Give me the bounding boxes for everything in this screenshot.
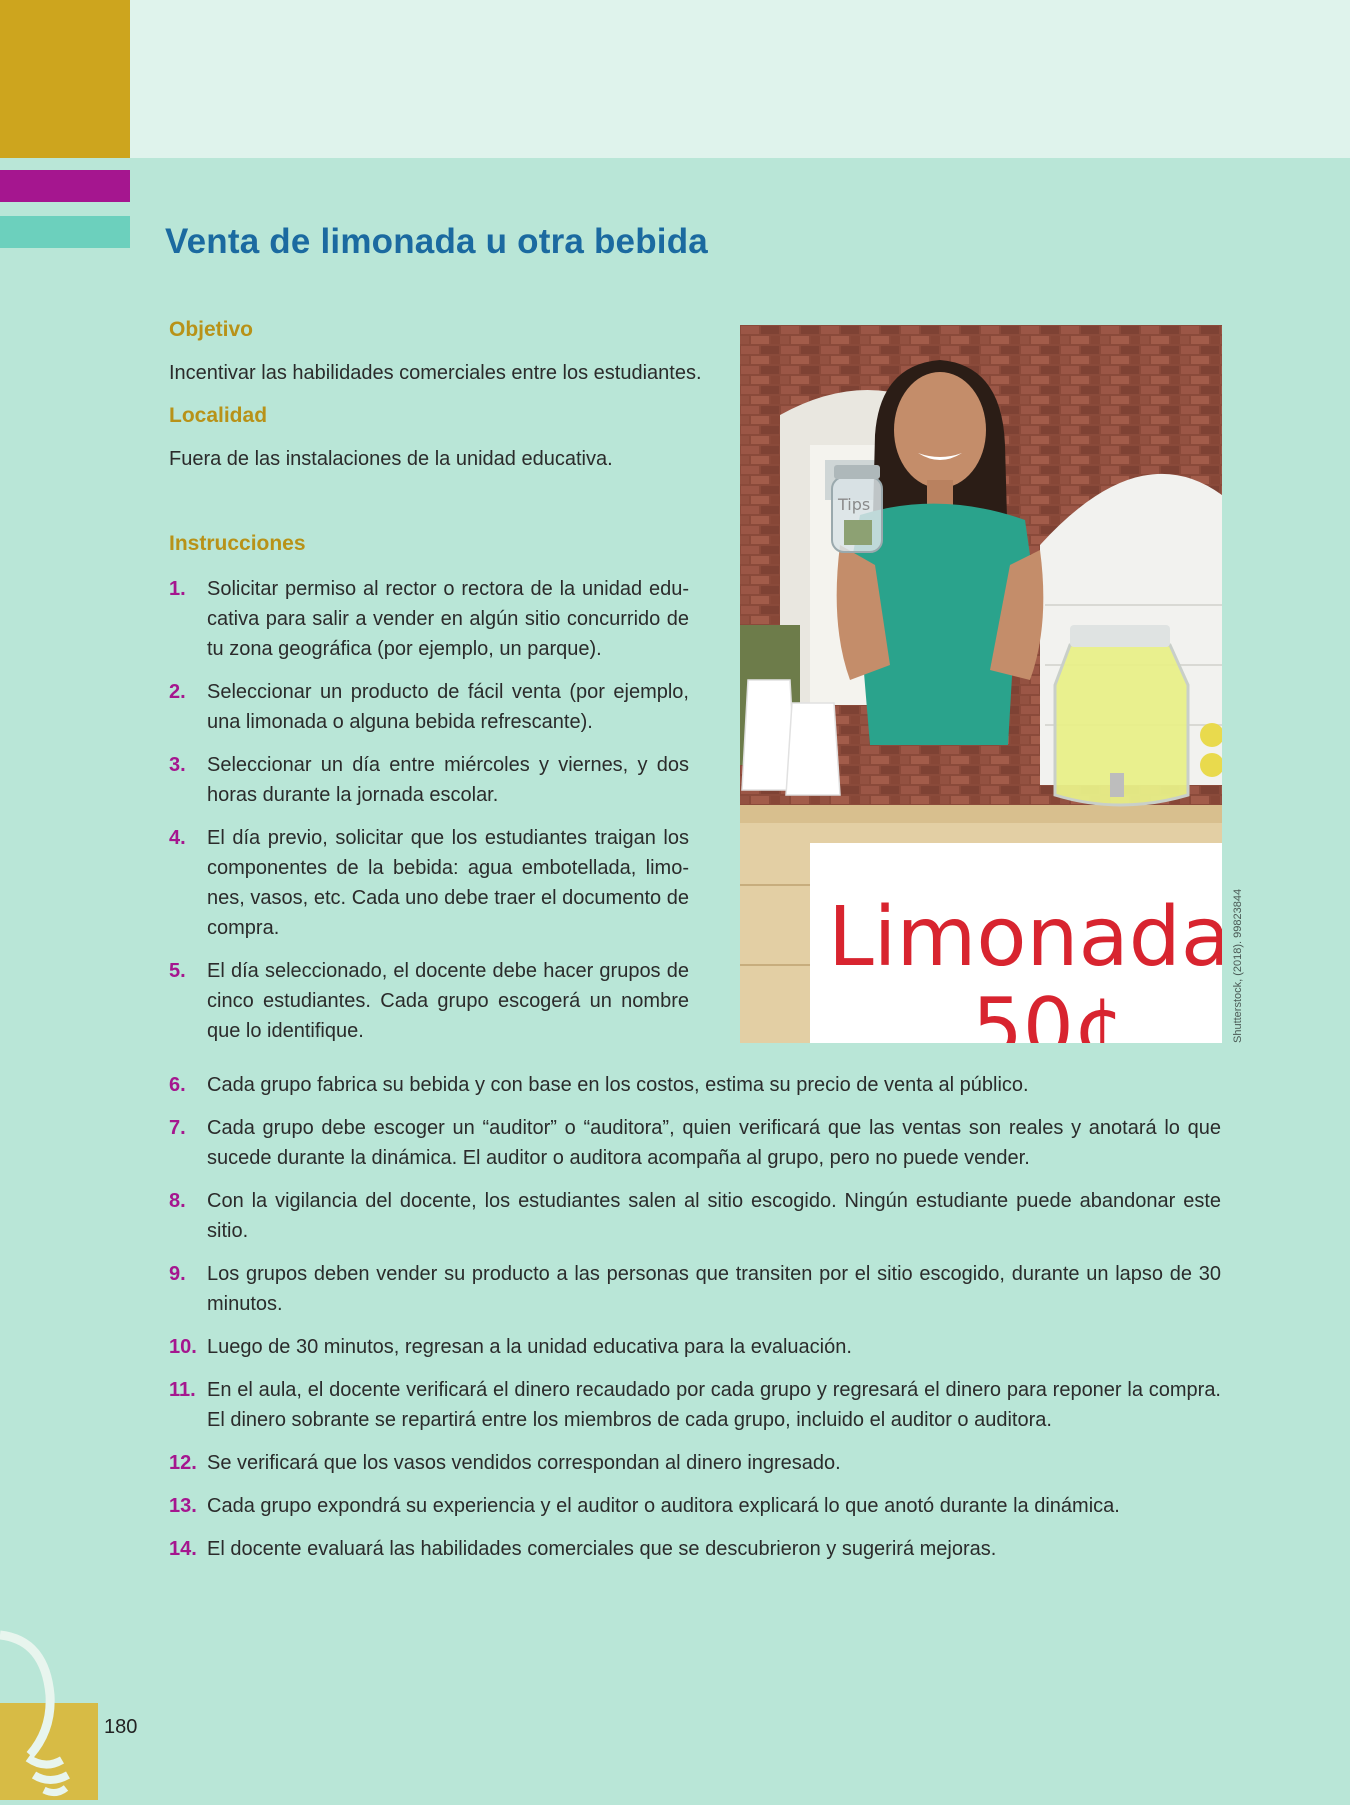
lemonade-stand-photo (740, 325, 1222, 1043)
page-title: Venta de limonada u otra bebida (165, 222, 708, 261)
instruction-item (169, 1186, 1221, 1246)
instruction-item (169, 750, 689, 810)
instruction-text: Cada grupo debe escoger un “auditor” o “auditora”, quien verificará que las ventas son reales y anotará lo que sucede durante la dinámica. El auditor o auditora acompaña al grupo, pero no puede vender. (207, 1117, 1221, 1169)
instruction-text: Seleccionar un día entre miércoles y viernes, y dos horas durante la jornada escolar. (207, 754, 689, 806)
jar-label: Tips (838, 495, 871, 514)
instruction-item (169, 1070, 1221, 1100)
localidad-text: Fuera de las instalaciones de la unidad educativa. (169, 448, 613, 470)
decor-bar-magenta (0, 170, 130, 202)
instruction-item (169, 1113, 1221, 1173)
instruction-text: En el aula, el docente verificará el dinero recaudado por cada grupo y regresará el dinero para reponer la compra. El dinero sobrante se repartirá entre los miembros de cada grupo, incluido el auditor o auditora. (207, 1379, 1221, 1431)
instruction-item (169, 1375, 1221, 1435)
instruction-item (169, 1332, 1221, 1362)
instruction-text: Luego de 30 minutos, regresan a la unidad educativa para la evaluación. (207, 1336, 852, 1358)
instruction-text: El docente evaluará las habilidades comerciales que se descubrieron y sugerirá mejoras. (207, 1538, 997, 1560)
instruction-item (169, 677, 689, 737)
instruction-number: 11. (169, 1379, 196, 1401)
instruction-text: Se verificará que los vasos vendidos correspondan al dinero ingresado. (207, 1452, 841, 1474)
sign-text-price: 50¢ (972, 981, 1125, 1043)
header-band (0, 0, 1350, 158)
instruction-number: 10. (169, 1336, 197, 1358)
page-number: 180 (104, 1716, 138, 1738)
instructions-list-top (169, 574, 689, 1059)
instruction-item (169, 956, 689, 1046)
instruction-number: 12. (169, 1452, 197, 1474)
instruction-text: Con la vigilancia del docente, los estudiantes salen al sitio escogido. Ningún estudiante puede abandonar este sitio. (207, 1190, 1221, 1242)
instruction-item (169, 1448, 1221, 1478)
instruction-text: El día previo, solicitar que los estudiantes traigan los componentes de la bebida: agua embotellada, limo-nes, vasos, etc. Cada uno debe traer el documento de compra. (207, 827, 689, 939)
decor-bar-gold (0, 0, 130, 158)
instruction-number: 1. (169, 578, 186, 600)
instruction-text: Solicitar permiso al rector o rectora de la unidad edu-cativa para salir a vender en algún sitio concurrido de tu zona geográfica (por ejemplo, un parque). (207, 578, 689, 660)
instruction-number: 3. (169, 754, 186, 776)
photo-credit: Shutterstock, (2018). 99823844 (1232, 888, 1244, 1043)
instruction-item (169, 1259, 1221, 1319)
instructions-list-bottom (169, 1070, 1221, 1577)
instruction-number: 14. (169, 1538, 197, 1560)
instruction-number: 2. (169, 681, 186, 703)
instruction-number: 6. (169, 1074, 186, 1096)
instruction-item (169, 823, 689, 943)
instruction-number: 13. (169, 1495, 197, 1517)
objetivo-text: Incentivar las habilidades comerciales entre los estudiantes. (169, 362, 702, 384)
instrucciones-heading: Instrucciones (169, 532, 306, 555)
instruction-text: Cada grupo fabrica su bebida y con base en los costos, estima su precio de venta al público. (207, 1074, 1029, 1096)
objetivo-heading: Objetivo (169, 318, 254, 341)
instruction-item (169, 1534, 1221, 1564)
instruction-number: 7. (169, 1117, 186, 1139)
instruction-number: 5. (169, 960, 186, 982)
instruction-text: Seleccionar un producto de fácil venta (por ejemplo, una limonada o alguna bebida refrescante). (207, 681, 689, 733)
decor-bar-teal (0, 216, 130, 248)
sign-text-limonada: Limonada (828, 890, 1222, 985)
instruction-number: 8. (169, 1190, 186, 1212)
instruction-text: Los grupos deben vender su producto a las personas que transiten por el sitio escogido, durante un lapso de 30 minutos. (207, 1263, 1221, 1315)
instruction-item (169, 574, 689, 664)
instruction-number: 9. (169, 1263, 186, 1285)
instruction-item (169, 1491, 1221, 1521)
instruction-text: El día seleccionado, el docente debe hacer grupos de cinco estudiantes. Cada grupo escogerá un nombre que lo identifique. (207, 960, 689, 1042)
lightbulb-icon (0, 1620, 120, 1800)
instruction-text: Cada grupo expondrá su experiencia y el auditor o auditora explicará lo que anotó durante la dinámica. (207, 1495, 1120, 1517)
instruction-number: 4. (169, 827, 186, 849)
localidad-heading: Localidad (169, 404, 268, 427)
